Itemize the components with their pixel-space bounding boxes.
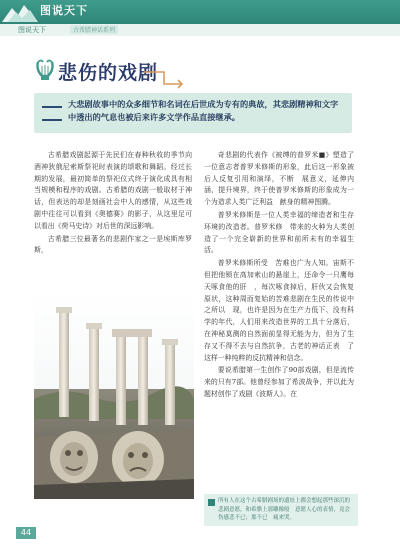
summary-marker xyxy=(42,119,62,121)
caption-marker-icon xyxy=(208,499,215,506)
decorative-arrow-icon xyxy=(142,66,190,90)
sub-band xyxy=(0,24,400,36)
left-column xyxy=(34,150,192,258)
photo-caption: 所有人在这个古希腊剧场的遗址上都会想起那些深沉的悲剧意愿，和希腊上那雕像般 意愿人心的表情，竟会伤感悲不已；那不已 痛来哭。 xyxy=(218,498,351,522)
paragraph: 要说希腊第一生创作了90部戏剧，但是流传 来的只有7部。他曾经参加了希波战争，并以此为题材创作了戏剧《波斯人》。在 xyxy=(204,366,361,398)
series-label: 古希腊神话系列 xyxy=(70,25,118,34)
mountain-logo-icon xyxy=(2,2,38,22)
paragraph: 古希腊三位最著名的悲剧作家之一是埃斯库罗斯， xyxy=(34,234,192,255)
summary-box xyxy=(34,93,352,133)
paragraph: 普罗米修斯是一位人类幸福的缔造者和生存环境的改造者。普罗米修 带来的火种为人类创造了一个完全崭新的世界和前所未有的幸福生活。 xyxy=(204,210,354,255)
paragraph: 古希腊戏剧起源于先民们在春种秋收的季节向酒神狄俄尼索斯祭祀时表演的颂歌和舞蹈。经过长期的发展，最初简单的祭祀仪式终于演化成具有相当规模和程序的戏剧。古希腊的戏剧一般取材于神话，但表达的却是刻画社会中人的感情，从这些戏剧中往往可以看到《奥德赛》的影子，从这里足可以看出《荷马史诗》对后世的深远影响。 xyxy=(34,151,192,230)
lyre-icon xyxy=(34,58,56,82)
header-band xyxy=(0,0,400,24)
page-number: 44 xyxy=(16,527,36,539)
temple-ruins-photo xyxy=(34,289,194,499)
paragraph: 奇悲剧的代表作《被缚的普罗米■》塑造了一位意志者普罗米修斯的形象，此后这一形象被后人反复引用和演绎，不断 展意义，延伸内涵，提升境界，终于使普罗米修斯的形象成为一个为造求人类广泛利益 献身的精神图腾。 xyxy=(204,151,354,207)
summary-text: 大悲剧故事中的众多细节和名词在后世成为专有的典故，其悲剧精神和文字中透出的气息也被后来许多文学作品直接继承。 xyxy=(68,99,339,122)
section-label: 图说天下 xyxy=(18,26,46,34)
photo-caption-box xyxy=(204,494,358,526)
summary-marker xyxy=(42,106,62,108)
series-title: 图说天下 xyxy=(40,4,88,17)
right-column xyxy=(204,150,361,402)
page-title: 悲伤的戏剧 xyxy=(58,62,159,84)
paragraph: 普罗米修斯所受 苦难也广为人知。宙斯不但把他锁在高加索山的悬崖上，还命令一只鹰每天啄食他的肝 ，每次啄食掉后，肝伙又会恢复原状，这种周而复始的苦难悲剧在生民的传说中之所以 现，也许是因为在生产力低下、没有科学的年代，人们用来改造世界的工具十分落后，在神秘莫测的自然面前显得无能为力，但为了生存又不得不去与自然抗争，古老的神话正表 了这样一种纯粹的反抗精神和信念。 xyxy=(204,259,354,362)
